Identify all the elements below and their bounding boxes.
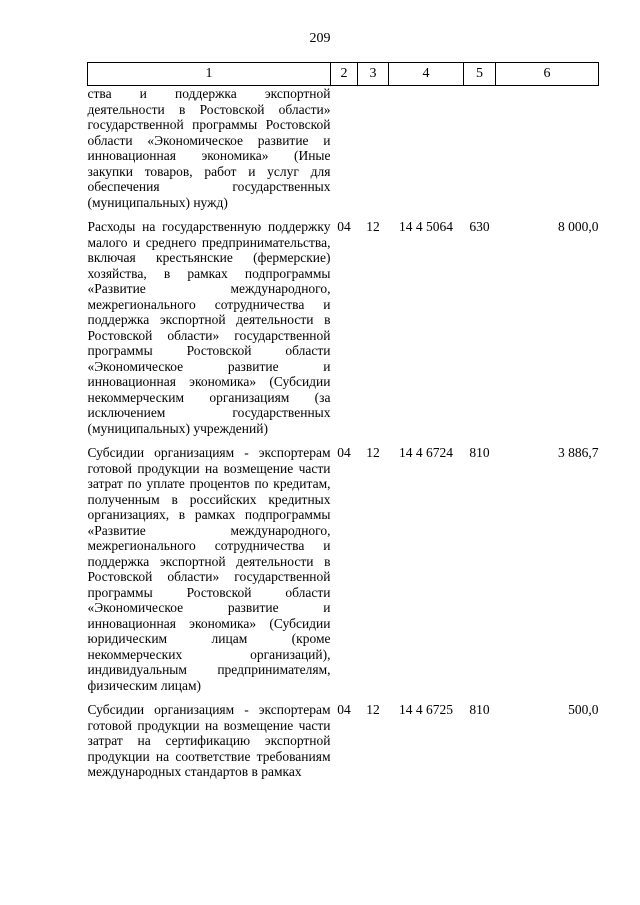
- row-description: ства и поддержка экспортной деятельности в Ростовской области» государственной программы Ростовской области «Экономическое развитие и инновационная экономика» (Иные закупки товаров, работ и услуг для обеспечения государственных (муниципальных) нужд): [87, 86, 331, 210]
- row-description: Расходы на государственную поддержку малого и среднего предпринимательства, включая крестьянские (фермерские) хозяйства, в рамках подпрограммы «Развитие международного, межрегионального сотрудничества и поддержка экспортной деятельности в Ростовской области» государственной программы Ростовской области «Экономическое развитие и инновационная экономика» (Субсидии некоммерческим организациям (за исключением государственных (муниципальных) учреждений): [87, 219, 331, 436]
- row-amount: [496, 86, 599, 211]
- row-section-code: 04: [337, 445, 351, 460]
- row-description: Субсидии организациям - экспортерам готовой продукции на возмещение части затрат на сертификацию экспортной продукции на соответствие требованиям международных стандартов в рамках: [87, 702, 331, 779]
- row-spacer: [88, 210, 599, 219]
- row-target-article: 14 4 6725: [399, 702, 453, 717]
- table-row: [88, 86, 599, 211]
- page-number: 209: [309, 31, 331, 46]
- column-header-1: 1: [88, 63, 331, 86]
- row-amount: 3 886,7: [558, 445, 599, 460]
- row-target-article: 14 4 6724: [399, 445, 453, 460]
- table-header-row: [88, 63, 599, 86]
- column-header-4: 4: [389, 63, 464, 86]
- row-target-article: 14 4 5064: [399, 219, 453, 234]
- row-subsection-code: 12: [366, 702, 380, 717]
- row-section-code: 04: [337, 219, 351, 234]
- row-subsection-code: 12: [366, 445, 380, 460]
- row-expense-type: 810: [469, 445, 490, 460]
- row-expense-type: 630: [469, 219, 490, 234]
- row-description: Субсидии организациям - экспортерам готовой продукции на возмещение части затрат по уплате процентов по кредитам, полученным в российских кредитных организациях, в рамках подпрограммы «Развитие международного, межрегионального сотрудничества и поддержка экспортной деятельности в Ростовской области» государственной программы Ростовской области «Экономическое развитие и инновационная экономика» (Субсидии юридическим лицам (кроме некоммерческих организаций), индивидуальным предпринимателям, физическим лицам): [87, 445, 331, 693]
- column-header-5: 5: [464, 63, 496, 86]
- table-row: [88, 702, 599, 780]
- row-expense-type: [464, 86, 496, 211]
- row-section-code: [331, 86, 358, 211]
- table-row: [88, 219, 599, 436]
- row-subsection-code: [358, 86, 389, 211]
- row-target-article: [389, 86, 464, 211]
- column-header-6: 6: [496, 63, 599, 86]
- row-section-code: 04: [337, 702, 351, 717]
- column-header-2: 2: [331, 63, 358, 86]
- row-amount: 500,0: [568, 702, 599, 717]
- row-spacer: [88, 436, 599, 445]
- table-row: [88, 445, 599, 693]
- row-expense-type: 810: [469, 702, 490, 717]
- row-amount: 8 000,0: [558, 219, 599, 234]
- row-subsection-code: 12: [366, 219, 380, 234]
- column-header-3: 3: [358, 63, 389, 86]
- budget-table: [87, 62, 599, 780]
- row-spacer: [88, 693, 599, 702]
